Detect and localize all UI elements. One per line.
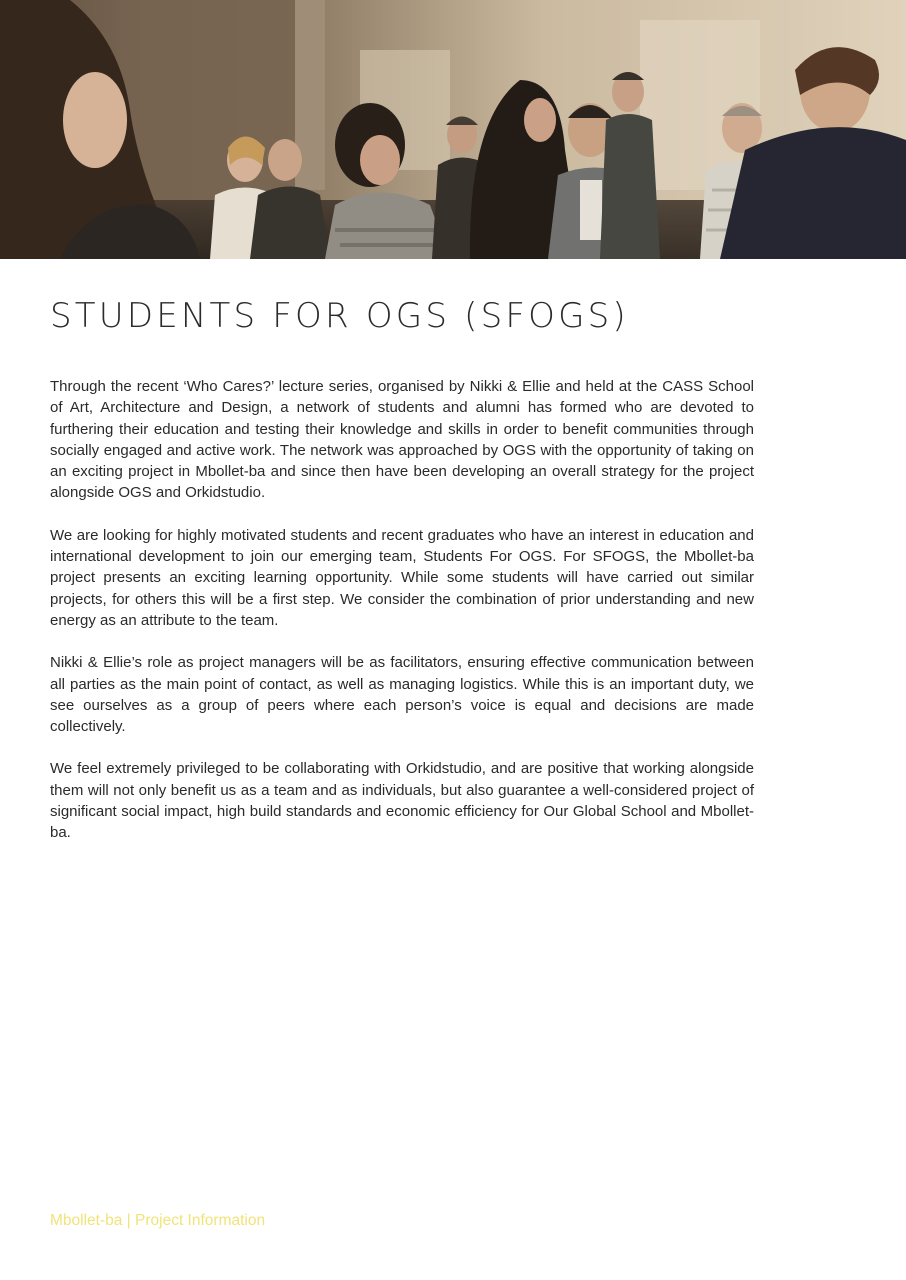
group-discussion-photo — [0, 0, 906, 259]
page-title: STUDENTS FOR OGS (SFOGS) — [50, 296, 629, 336]
paragraph-1: Through the recent ‘Who Cares?’ lecture series, organised by Nikki & Ellie and held at the CASS School of Art, Architecture and Design, a network of students and alumni has formed who are devoted to furthering their education and testing their knowledge and skills in order to benefit communities through socially engaged and active work. The network was approached by OGS with the opportunity of taking on an exciting project in Mbollet-ba and since then have been developing an overall strategy for the project alongside OGS and Orkidstudio. — [50, 378, 754, 502]
paragraph-2: We are looking for highly motivated students and recent graduates who have an interest in education and international development to join our emerging team, Students For OGS. For SFOGS, the Mbollet-ba project presents an exciting learning opportunity. While some students will have carried out similar projects, for others this will be a first step. We consider the combination of prior understanding and new energy as an attribute to the team. — [50, 526, 754, 629]
page-footer: Mbollet-ba | Project Information — [50, 1212, 266, 1229]
paragraph-3: Nikki & Ellie’s role as project managers will be as facilitators, ensuring effective communication between all parties as the main point of contact, as well as managing logistics. While this is an important duty, we see ourselves as a group of peers where each person’s voice is equal and decisions are made collectively. — [50, 654, 754, 736]
paragraph-4: We feel extremely privileged to be collaborating with Orkidstudio, and are positive that working alongside them will not only benefit us as a team and as individuals, but also guarantee a well-considered project of significant social impact, high build standards and economic efficiency for Our Global School and Mbollet-ba. — [50, 760, 754, 842]
hero-photo — [0, 0, 906, 259]
body-text — [50, 376, 754, 865]
